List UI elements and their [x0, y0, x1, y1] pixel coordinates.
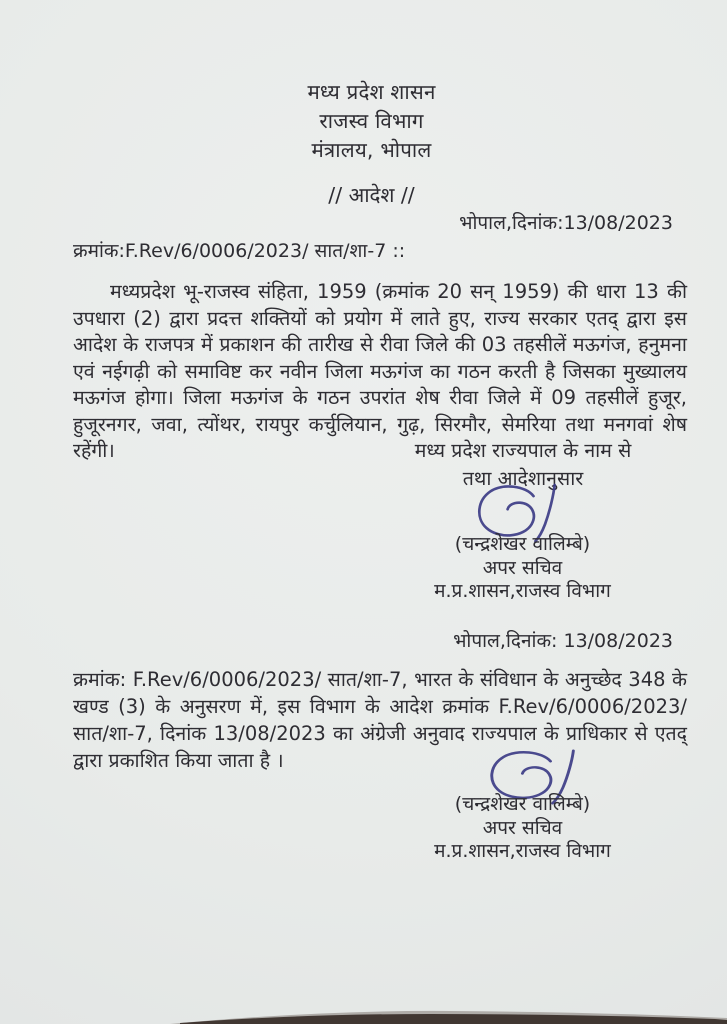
order-reference-number: क्रमांक:F.Rev/6/0006/2023/ सात/शा-7 :: — [73, 240, 406, 262]
order-dateline: भोपाल,दिनांक:13/08/2023 — [459, 212, 673, 234]
paper-bottom-edge — [0, 1008, 727, 1024]
signatory-block-2 — [380, 793, 665, 864]
letterhead-office: मंत्रालय, भोपाल — [311, 138, 432, 162]
signatory-department-1: म.प्र.शासन,राजस्व विभाग — [434, 580, 611, 602]
authority-line-2: तथा आदेशानुसार — [462, 467, 584, 490]
signatory-designation-1: अपर सचिव — [482, 556, 563, 579]
signatory-department-2: म.प्र.शासन,राजस्व विभाग — [434, 840, 611, 862]
signatory-designation-2: अपर सचिव — [482, 816, 563, 839]
authority-line-1: मध्य प्रदेश राज्यपाल के नाम से — [414, 439, 632, 462]
letterhead-government: मध्य प्रदेश शासन — [307, 80, 436, 104]
signatory-name-2: (चन्द्रशेखर वालिम्बे) — [454, 793, 591, 815]
letterhead-department: राजस्व विभाग — [319, 109, 424, 133]
publication-paragraph: क्रमांक: F.Rev/6/0006/2023/ सात/शा-7, भारत के संविधान के अनुच्छेद 348 के खण्ड (3) के अनुसरण में, इस विभाग के आदेश क्रमांक F.Rev/6/0006/2023/ सात/शा-7, दिनांक 13/08/2023 का अंग्रेजी अनुवाद राज्यपाल के प्राधिकार से एतद् द्वारा प्रकाशित किया जाता है । — [73, 668, 687, 772]
publication-dateline: भोपाल,दिनांक: 13/08/2023 — [453, 630, 673, 652]
order-heading: // आदेश // — [328, 183, 415, 207]
order-body-paragraph: मध्यप्रदेश भू-राजस्व संहिता, 1959 (क्रमांक 20 सन् 1959) की धारा 13 की उपधारा (2) द्वारा प्रदत्त शक्तियों को प्रयोग में लाते हुए, राज्य सरकार एतद् द्वारा इस आदेश के राजपत्र में प्रकाशन की तारीख से रीवा जिले की 03 तहसीलें मऊगंज, हनुमना एवं नईगढ़ी को समाविष्ट कर नवीन जिला मऊगंज का गठन करती है जिसका मुख्यालय मऊगंज होगा। जिला मऊगंज के गठन उपरांत शेष रीवा जिले में 09 तहसीलें हुजूर, हुजूरनगर, जवा, त्योंथर, रायपुर कर्चुलियान, गुढ़, सिरमौर, सेमरिया तथा मनगवां शेष रहेंगी। — [73, 280, 687, 462]
letterhead — [8, 78, 727, 165]
signatory-name-1: (चन्द्रशेखर वालिम्बे) — [454, 533, 591, 555]
signatory-block-1 — [380, 533, 665, 604]
